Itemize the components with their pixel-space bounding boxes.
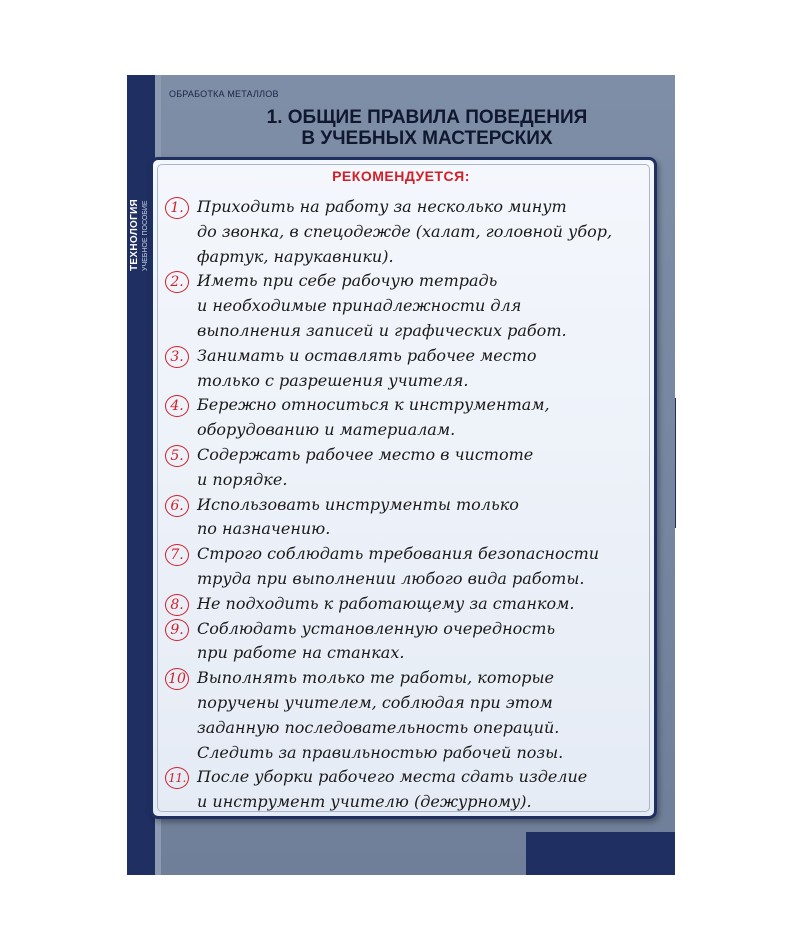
side-subtitle: УЧЕБНОЕ ПОСОБИЕ [142,200,149,271]
rule-text-line: Использовать инструменты только [197,494,519,514]
rule-item [165,493,665,543]
rules-list [165,195,665,815]
title-line-2: В УЧЕБНЫХ МАСТЕРСКИХ [301,128,553,149]
rule-number-circle: 5. [165,445,189,467]
recommend-heading: РЕКОМЕНДУЕТСЯ: [332,168,470,184]
rule-text-line: Занимать и оставлять рабочее место [197,345,537,365]
rule-text-line: и инструмент учителю (дежурному). [197,792,532,812]
rule-number-circle: 7. [165,544,189,566]
rule-text-line: до звонка, в спецодежде (халат, головной убор, [197,221,613,241]
rule-text-line: После уборки рабочего места сдать изделие [197,767,588,787]
rule-item [165,195,665,269]
poster [127,75,675,875]
rule-number-circle: 8. [165,594,189,616]
rule-text-line: Бережно относиться к инструментам, [197,395,550,415]
rule-item [165,666,665,765]
rule-text-line: Следить за правильностью рабочей позы. [197,742,564,762]
rule-text-line: Выполнять только те работы, которые [197,668,555,688]
rule-text-line: и порядке. [197,469,288,489]
side-title: ТЕХНОЛОГИЯ [129,198,140,271]
rule-number-circle: 3. [165,346,189,368]
rule-text-line: и необходимые принадлежности для [197,296,522,316]
rule-text-line: поручены учителем, соблюдая при этом [197,692,553,712]
rule-number-circle: 4. [165,395,189,417]
rule-number-circle: 11. [165,767,189,789]
rule-item [165,617,665,667]
rule-item [165,393,665,443]
rule-text-line: заданную последовательность операций. [197,717,560,737]
rule-text-line: оборудованию и материалам. [197,420,456,440]
rule-text-line: фартук, нарукавники). [197,246,394,266]
rule-item [165,592,665,617]
rule-text-line: Не подходить к работающему за станком. [197,593,575,613]
corner-block [526,832,675,875]
rule-number-circle: 2. [165,271,189,293]
rule-number-circle: 6. [165,495,189,517]
rule-number-circle: 10 [165,668,189,690]
rule-text-line: Соблюдать установленную очередность [197,618,556,638]
rule-item [165,344,665,394]
subject-label: ОБРАБОТКА МЕТАЛЛОВ [169,89,279,99]
rule-text-line: Иметь при себе рабочую тетрадь [197,271,498,291]
rule-number-circle: 9. [165,619,189,641]
rule-item [165,269,665,343]
rule-number-circle: 1. [165,197,189,219]
rule-text-line: Приходить на работу за несколько минут [197,197,567,216]
rule-text-line: труда при выполнении любого вида работы. [197,568,585,588]
rule-text-line: Содержать рабочее место в чистоте [197,444,534,464]
title-line-1: 1. ОБЩИЕ ПРАВИЛА ПОВЕДЕНИЯ [266,107,588,128]
rule-text-line: по назначению. [197,519,331,539]
rule-text-line: выполнения записей и графических работ. [197,320,567,340]
rule-item [165,765,665,815]
rule-item [165,542,665,592]
rule-text-line: при работе на станках. [197,643,405,663]
rule-item [165,443,665,493]
page-title [187,107,667,149]
rule-text-line: только с разрешения учителя. [197,370,469,390]
rule-text-line: Строго соблюдать требования безопасности [197,544,600,564]
